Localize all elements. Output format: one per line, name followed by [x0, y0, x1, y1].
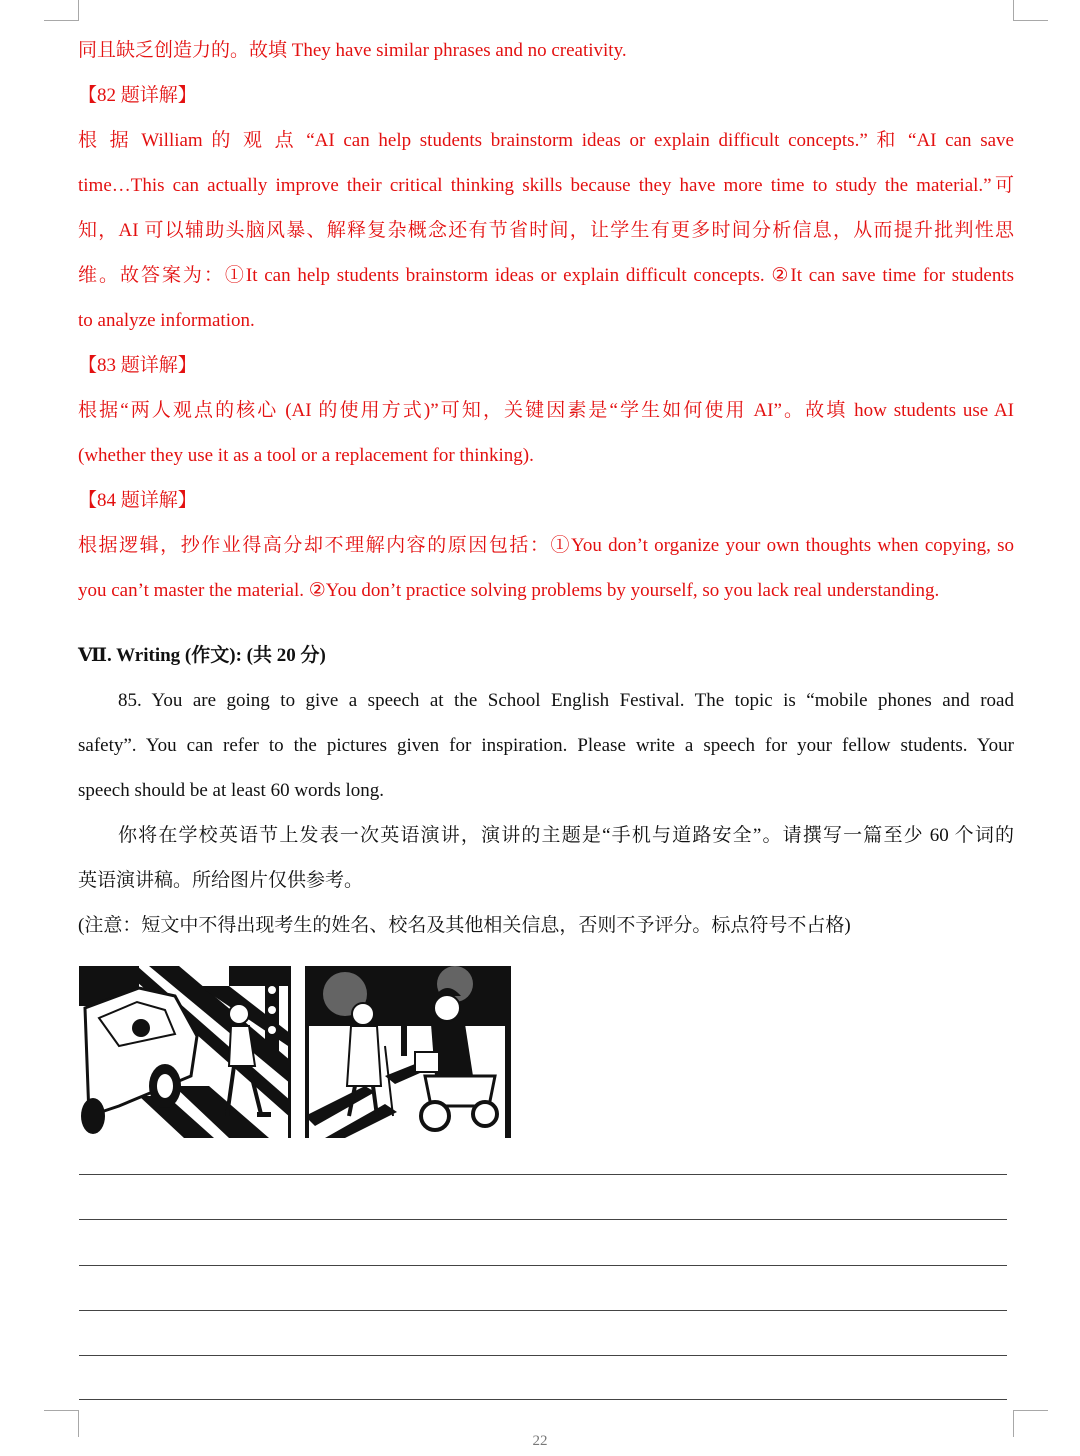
q83-heading: 【83 题详解】 — [78, 355, 197, 376]
answer-writing-line[interactable] — [79, 1355, 1007, 1356]
corner-mark-top-left — [44, 0, 79, 21]
q82-line: to analyze information. — [78, 310, 255, 331]
page-number: 22 — [532, 1433, 548, 1449]
writing-prompt-line: safety”. You can refer to the pictures given for inspiration. Please write a speech for your fellow students. Your — [78, 735, 1014, 756]
q84-line: 根据逻辑，抄作业得高分却不理解内容的原因包括：①You don’t organize your own thoughts when copying, so — [78, 535, 1014, 556]
answer-writing-line[interactable] — [79, 1174, 1007, 1175]
illustration-scooter-rider-phone — [305, 966, 511, 1138]
q82-line: 根 据 William 的 观 点 “AI can help students brainstorm ideas or explain difficult concepts.” 和 “AI can save — [78, 130, 1014, 151]
q82-line: time…This can actually improve their critical thinking skills because they have more time to study the material.”可 — [78, 175, 1014, 196]
q82-line: 维。故答案为：①It can help students brainstorm ideas or explain difficult concepts. ②It can save time for students — [78, 265, 1014, 286]
page-content — [78, 28, 1014, 948]
q83-line: 根据“两人观点的核心 (AI 的使用方式)”可知，关键因素是“学生如何使用 AI”。故填 how students use AI — [78, 400, 1014, 421]
q82-line: 知，AI 可以辅助头脑风暴、解释复杂概念还有节省时间，让学生有更多时间分析信息，从而提升批判性思 — [78, 220, 1014, 241]
q82-heading: 【82 题详解】 — [78, 85, 197, 106]
q84-heading: 【84 题详解】 — [78, 490, 197, 511]
section-spacer — [78, 613, 1014, 633]
writing-prompt-cn-line: 你将在学校英语节上发表一次英语演讲，演讲的主题是“手机与道路安全”。请撰写一篇至少 60 个词的 — [118, 825, 1014, 846]
corner-mark-top-right — [1013, 0, 1048, 21]
answer-writing-line[interactable] — [79, 1310, 1007, 1311]
writing-note: (注意：短文中不得出现考生的姓名、校名及其他相关信息，否则不予评分。标点符号不占格) — [78, 915, 851, 936]
writing-prompt-line: 85. You are going to give a speech at the School English Festival. The topic is “mobile phones and road — [118, 690, 1014, 711]
writing-prompt-line: speech should be at least 60 words long. — [78, 780, 385, 801]
illustration-car-and-pedestrian-phone — [79, 966, 291, 1138]
writing-prompt-cn-line: 英语演讲稿。所给图片仅供参考。 — [78, 870, 364, 891]
writing-section-title: Ⅶ. Writing (作文): (共 20 分) — [78, 645, 326, 666]
q83-line: (whether they use it as a tool or a replacement for thinking). — [78, 445, 534, 466]
answer-81-continuation: 同且缺乏创造力的。故填 They have similar phrases and no creativity. — [78, 40, 627, 61]
answer-writing-line[interactable] — [79, 1219, 1007, 1220]
answer-writing-line[interactable] — [79, 1399, 1007, 1400]
writing-illustrations — [79, 966, 511, 1138]
q84-line: you can’t master the material. ②You don’t practice solving problems by yourself, so you lack real understanding. — [78, 580, 940, 601]
answer-writing-line[interactable] — [79, 1265, 1007, 1266]
